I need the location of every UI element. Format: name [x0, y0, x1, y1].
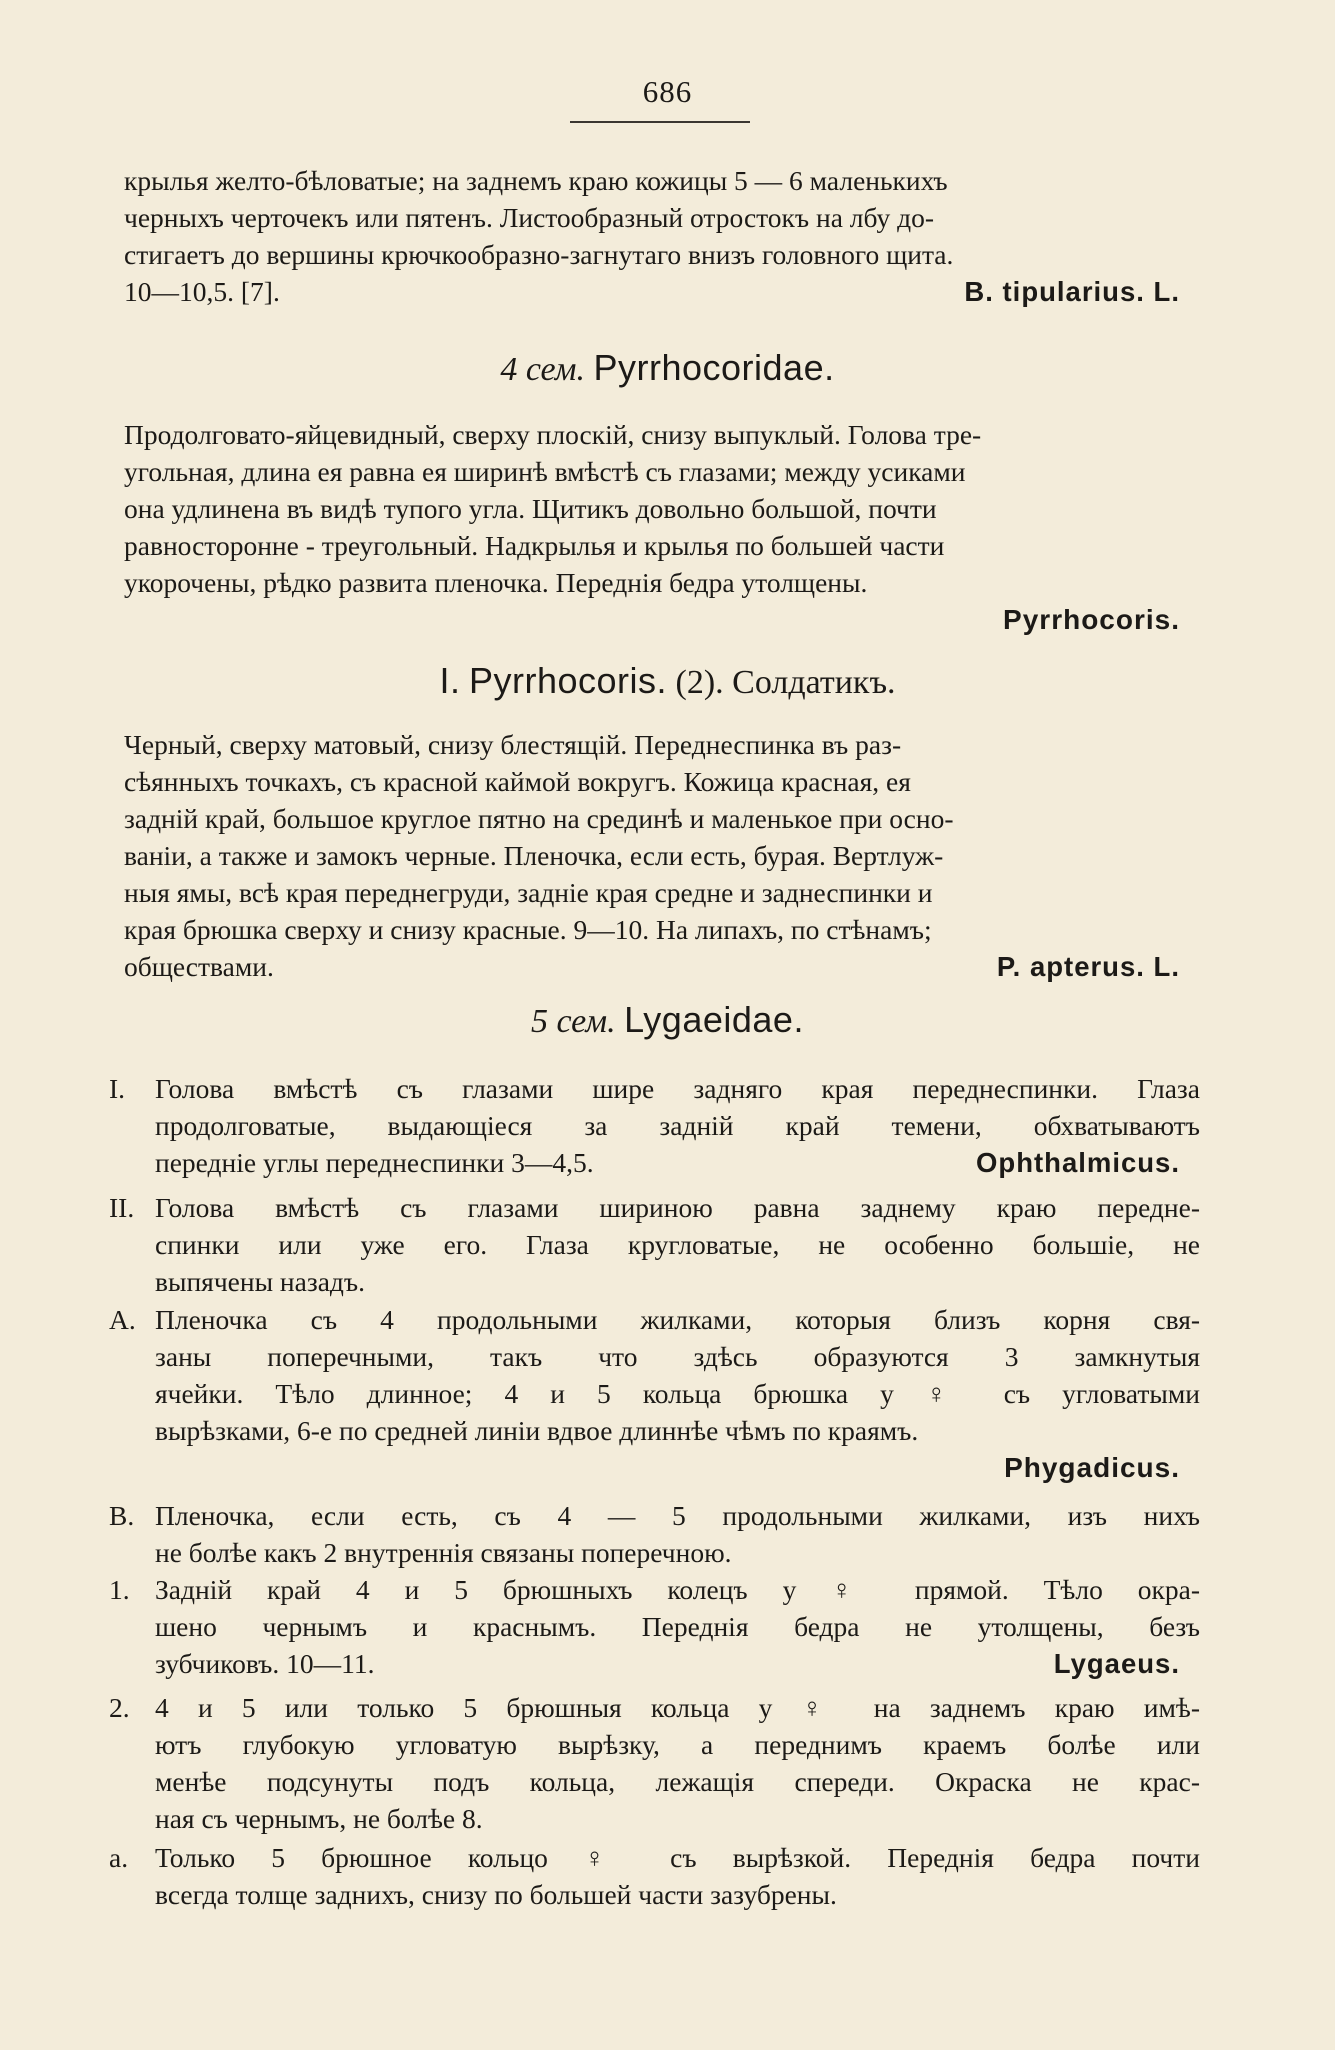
text-line: всегда толще заднихъ, снизу по большей части зазубрены.: [155, 1879, 837, 1910]
species-name: P. apterus. L.: [996, 951, 1180, 982]
genus-heading-name: Pyrrhocoris.: [468, 660, 668, 701]
key-label: II.: [109, 1192, 135, 1223]
text-line: Задній край 4 и 5 брюшныхъ колецъ у ♀ прямой. Тѣло окра-: [155, 1574, 1200, 1605]
family-number: 5 сем.: [531, 1003, 616, 1040]
text-line: заны поперечными, такъ что здѣсь образуются 3 замкнутыя: [155, 1341, 1200, 1372]
genus-name: [124, 601, 1180, 639]
text-line: крылья желто-бѣловатые; на заднемъ краю кожицы 5 — 6 маленькихъ: [124, 165, 948, 196]
species-line: [124, 273, 1200, 310]
text-line: передніе углы переднеспинки 3—4,5.: [155, 1147, 594, 1178]
genus-name: Ophthalmicus.: [976, 1147, 1180, 1178]
text-line: Голова вмѣстѣ съ глазами шире задняго края переднеспинки. Глаза: [155, 1073, 1200, 1104]
text-line: она удлинена въ видѣ тупого угла. Щитикъ довольно большой, почти: [124, 493, 937, 524]
text-line: Только 5 брюшное кольцо ♀ съ вырѣзкой. Переднія бедра почти: [155, 1842, 1200, 1873]
genus1-description: [124, 726, 1200, 985]
text-line: шено чернымъ и краснымъ. Переднія бедра не утолщены, безъ: [155, 1611, 1200, 1642]
size-text: 10—10,5. [7].: [124, 276, 280, 307]
text-line: сѣянныхъ точкахъ, съ красной каймой вокругъ. Кожица красная, ея: [124, 766, 911, 797]
text-line: обществами.: [124, 951, 274, 982]
text-line: стигаетъ до вершины крючкообразно-загнутаго внизъ головного щита.: [124, 239, 954, 270]
text-line: угольная, длина ея равна ея ширинѣ вмѣстѣ съ глазами; между усиками: [124, 456, 966, 487]
genus-line: [155, 1449, 1180, 1487]
text-line: менѣе подсунуты подъ кольца, лежащія спереди. Окраска не крас-: [155, 1766, 1200, 1797]
text-line: не болѣе какъ 2 внутреннія связаны поперечною.: [155, 1537, 732, 1568]
family-name: Lygaeidae.: [624, 999, 804, 1040]
text-line: ютъ глубокую угловатую вырѣзку, а переднимъ краемъ болѣе или: [155, 1729, 1200, 1760]
key-item-B: [109, 1497, 1200, 1571]
key-label: 1.: [109, 1574, 130, 1605]
text-line: спинки или уже его. Глаза кругловатые, не особенно большіе, не: [155, 1229, 1200, 1260]
genus-heading-rest: (2). Солдатикъ.: [675, 664, 896, 701]
key-item-1: [109, 1571, 1200, 1682]
text-line: равносторонне - треугольный. Надкрылья и крылья по большей части: [124, 530, 945, 561]
key-label: I.: [109, 1073, 126, 1104]
intro-paragraph: [124, 162, 1200, 310]
key-item-A: [109, 1301, 1200, 1487]
text-line: Пленочка, если есть, съ 4 — 5 продольными жилками, изъ нихъ: [155, 1500, 1200, 1531]
genus-name: Phygadicus.: [1004, 1452, 1180, 1483]
family-heading-4: [0, 347, 1335, 389]
text-line: черныхъ черточекъ или пятенъ. Листообразный отростокъ на лбу до-: [124, 202, 935, 233]
family4-description: [124, 416, 1200, 639]
family-name: Pyrrhocoridae.: [593, 347, 835, 388]
key-label: a.: [109, 1842, 129, 1873]
text-line: укорочены, рѣдко развита пленочка. Переднія бедра утолщены.: [124, 567, 868, 598]
genus-label: Pyrrhocoris.: [1003, 604, 1180, 635]
text-line: ная съ чернымъ, не болѣе 8.: [155, 1803, 483, 1834]
species-line: [124, 948, 1200, 985]
family-number: 4 сем.: [500, 351, 585, 388]
key-item-2: [109, 1689, 1200, 1837]
text-line: Черный, сверху матовый, снизу блестящій. Переднеспинка въ раз-: [124, 729, 902, 760]
text-line: ныя ямы, всѣ края переднегруди, задніе края средне и заднеспинки и: [124, 877, 933, 908]
genus-heading-1: [0, 660, 1335, 702]
text-line: Пленочка съ 4 продольными жилками, которыя близъ корня свя-: [155, 1304, 1200, 1335]
text-line: 4 и 5 или только 5 брюшныя кольца у ♀ на заднемъ краю имѣ-: [155, 1692, 1200, 1723]
genus-number: I.: [439, 660, 461, 701]
key-last-line: [155, 1645, 1180, 1682]
text-line: вырѣзками, 6-е по средней линіи вдвое длиннѣе чѣмъ по краямъ.: [155, 1415, 919, 1446]
page-number-rule: [570, 121, 750, 123]
text-line: края брюшка сверху и снизу красные. 9—10. На липахъ, по стѣнамъ;: [124, 914, 932, 945]
key-item-I: [109, 1070, 1200, 1181]
family-heading-5: [0, 999, 1335, 1041]
text-line: зубчиковъ. 10—11.: [155, 1648, 375, 1679]
key-label: 2.: [109, 1692, 130, 1723]
text-line: Продолговато-яйцевидный, сверху плоскій, снизу выпуклый. Голова тре-: [124, 419, 982, 450]
species-name: B. tipularius. L.: [964, 276, 1180, 307]
key-label: A.: [109, 1304, 136, 1335]
text-line: задній край, большое круглое пятно на срединѣ и маленькое при осно-: [124, 803, 954, 834]
key-item-II: [109, 1189, 1200, 1300]
text-line: ячейки. Тѣло длинное; 4 и 5 кольца брюшка у ♀ съ угловатыми: [155, 1378, 1200, 1409]
text-line: продолговатые, выдающіеся за задній край темени, обхватываютъ: [155, 1110, 1200, 1141]
genus-name: Lygaeus.: [1053, 1648, 1180, 1679]
key-label: B.: [109, 1500, 135, 1531]
text-line: Голова вмѣстѣ съ глазами шириною равна заднему краю передне-: [155, 1192, 1200, 1223]
key-last-line: [155, 1144, 1180, 1181]
key-item-a: [109, 1839, 1200, 1913]
text-line: выпячены назадъ.: [155, 1266, 366, 1297]
page-number: 686: [642, 74, 693, 109]
text-line: ваніи, а также и замокъ черные. Пленочка, если есть, бурая. Вертлуж-: [124, 840, 944, 871]
